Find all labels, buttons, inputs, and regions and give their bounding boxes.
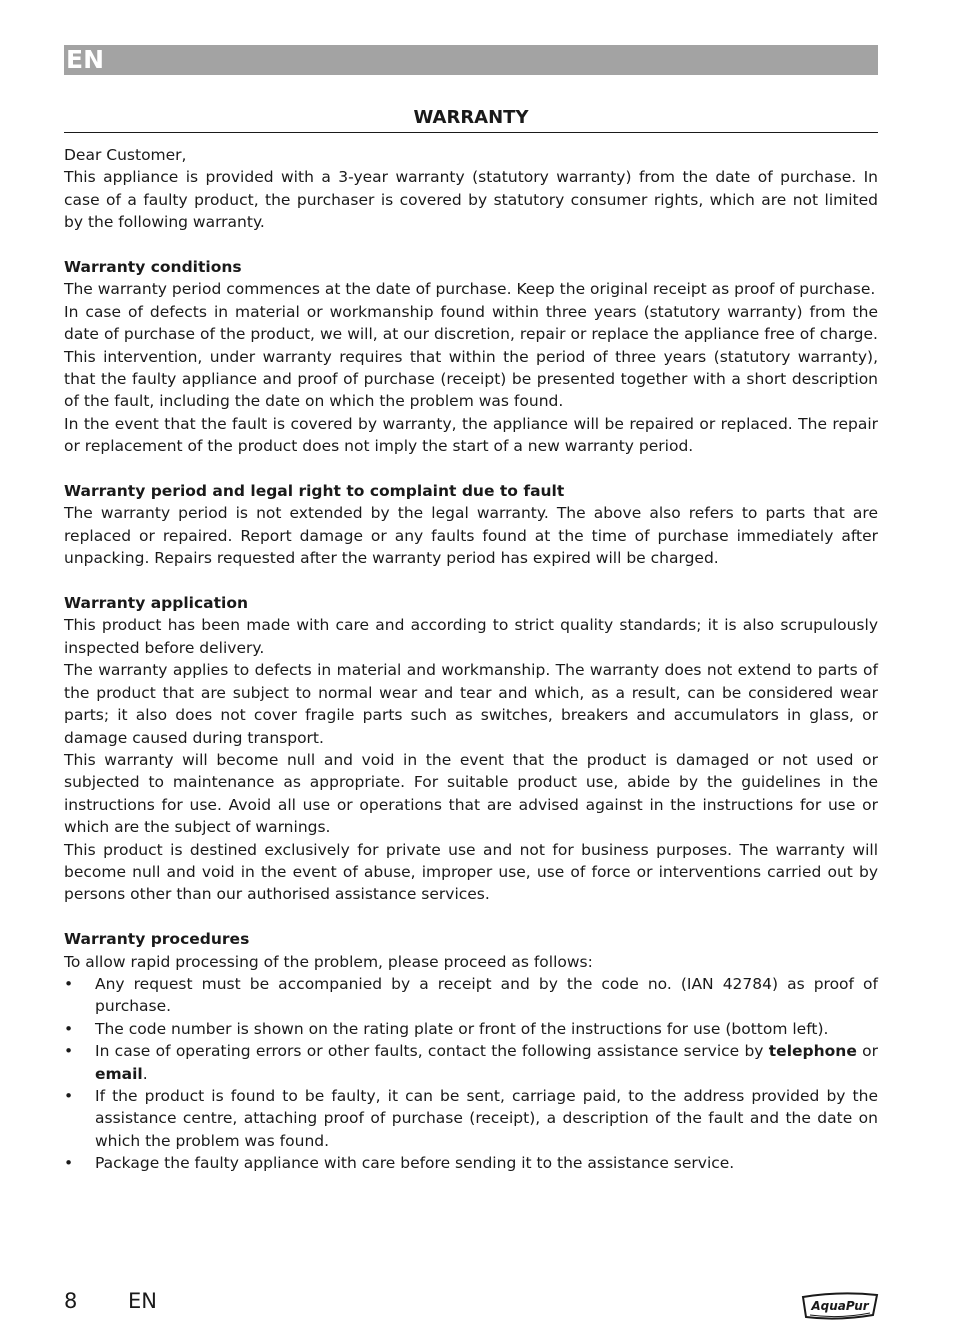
list-item: • Any request must be accompanied by a receipt and by the code no. (IAN 42784) as proof of purchase. xyxy=(64,974,878,1016)
list-item: • In case of operating errors or other faults, contact the following assistance service by telephone or email. xyxy=(64,1042,878,1083)
period-paragraph: The warranty period is not extended by the legal warranty. The above also refers to parts that are replaced or repaired. Report damage or any faults found at the time of purchase immediately after unpacking. Repairs requested after the warranty period has expired will be charged. xyxy=(64,504,878,568)
page-title: WARRANTY xyxy=(413,107,529,128)
bullet-icon: • xyxy=(64,1087,74,1105)
list-item: • If the product is found to be faulty, it can be sent, carriage paid, to the address provided by the assistance centre, attaching proof of purchase (receipt), a description of the fault and the date on which the problem was found. xyxy=(64,1087,878,1150)
conditions-paragraph: The warranty period commences at the date of purchase. Keep the original receipt as proof of purchase. xyxy=(64,280,876,299)
procedures-intro: To allow rapid processing of the problem, please proceed as follows: xyxy=(64,952,593,971)
conditions-paragraph: In case of defects in material or workmanship found within three years (statutory warranty) from the date of purchase of the product, we will, at our discretion, repair or replace the appliance free of charge. This intervention, under warranty requires that within the period of three years (statutory warranty), that the faulty appliance and proof of purchase (receipt) be presented together with a short description of the fault, including the date on which the problem was found. xyxy=(64,302,878,411)
title-divider xyxy=(64,132,878,133)
language-bar xyxy=(64,45,878,75)
application-paragraph: This warranty will become null and void in the event that the product is damaged or not used or subjected to maintenance as appropriate. For suitable product use, abide by the guidelines in the instructions for use. Avoid all use or operations that are advised against in the instructions for use or which are the subject of warnings. xyxy=(64,750,878,837)
procedures-list xyxy=(64,973,878,1175)
section-heading-conditions: Warranty conditions xyxy=(64,258,242,277)
application-paragraph: This product is destined exclusively for private use and not for business purposes. The warranty will become null and void in the event of abuse, improper use, use of force or interventions carried out by persons other than our authorised assistance services. xyxy=(64,840,878,904)
bullet-icon: • xyxy=(64,974,74,993)
list-item: • Package the faulty appliance with care before sending it to the assistance service. xyxy=(64,1152,878,1174)
application-paragraph: The warranty applies to defects in material and workmanship. The warranty does not extend to parts of the product that are subject to normal wear and tear and which, as a result, can be considered wear parts; it also does not cover fragile parts such as switches, breakers and accumulators in glass, or damage caused during transport. xyxy=(64,661,878,747)
bullet-icon: • xyxy=(64,1019,74,1038)
aquapur-logo-icon xyxy=(800,1290,880,1322)
footer-language: EN xyxy=(128,1289,157,1313)
email-label: email xyxy=(95,1064,143,1083)
list-item: • The code number is shown on the rating plate or front of the instructions for use (bottom left). xyxy=(64,1018,878,1040)
logo-text: AquaPur xyxy=(811,1299,869,1313)
telephone-label: telephone xyxy=(768,1042,857,1061)
bullet-icon: • xyxy=(64,1154,74,1173)
bullet-icon: • xyxy=(64,1042,74,1061)
section-heading-application: Warranty application xyxy=(64,594,249,613)
language-label: EN xyxy=(66,45,105,74)
document-body xyxy=(64,144,878,1175)
application-paragraph: This product has been made with care and according to strict quality standards; it is also scrupulously inspected before delivery. xyxy=(64,616,878,657)
page-number: 8 xyxy=(64,1289,78,1313)
greeting: Dear Customer, xyxy=(64,146,187,164)
section-heading-period: Warranty period and legal right to complaint due to fault xyxy=(64,482,565,501)
conditions-paragraph: In the event that the fault is covered by warranty, the appliance will be repaired or replaced. The repair or replacement of the product does not imply the start of a new warranty period. xyxy=(64,414,878,456)
intro-paragraph: This appliance is provided with a 3-year warranty (statutory warranty) from the date of purchase. In case of a faulty product, the purchaser is covered by statutory consumer rights, which are not limited by the following warranty. xyxy=(64,168,878,232)
section-heading-procedures: Warranty procedures xyxy=(64,930,250,949)
